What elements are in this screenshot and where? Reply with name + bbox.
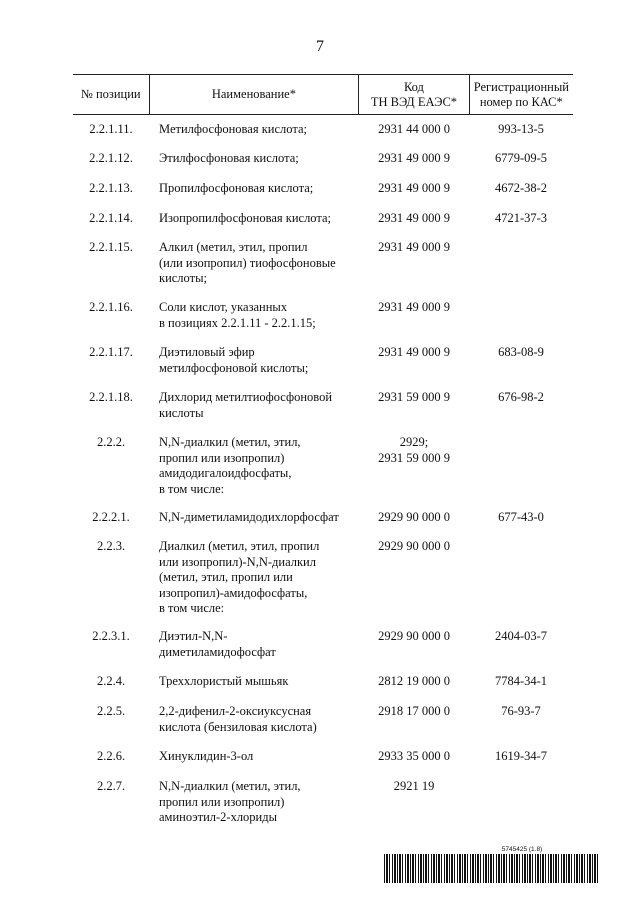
row-code: 2812 19 000 0 (378, 674, 450, 688)
document-barcode (384, 846, 600, 883)
chemicals-table (73, 74, 573, 824)
row-cas: 4672-38-2 (494, 181, 548, 195)
table-row (73, 345, 573, 376)
row-name: Этилфосфоновая кислота; (159, 151, 299, 165)
row-name: Метилфосфоновая кислота; (159, 122, 307, 136)
row-code: 2918 17 000 0 (378, 704, 450, 718)
table-row (73, 539, 573, 617)
table-row (73, 122, 573, 138)
row-name: Треххлористый мышьяк (159, 674, 289, 688)
row-name: Изопропилфосфоновая кислота; (159, 211, 332, 225)
row-code: 2921 19 (393, 779, 435, 793)
row-code: 2931 49 000 9 (378, 181, 450, 195)
row-code: 2929; 2931 59 000 9 (378, 435, 450, 465)
row-cas (469, 539, 573, 617)
row-cas (469, 779, 573, 826)
table-row (73, 704, 573, 735)
row-code: 2931 49 000 9 (378, 345, 450, 359)
row-name: Дихлорид метилтиофосфоновой кислоты (159, 390, 333, 420)
row-code: 2929 90 000 0 (378, 539, 450, 553)
row-name: Хинуклидин-3-ол (159, 749, 254, 763)
row-code: 2933 35 000 0 (378, 749, 450, 763)
row-position: 2.2.1.17. (89, 345, 133, 359)
table-row (73, 779, 573, 826)
row-name: Диэтиловый эфир метилфосфоновой кислоты; (159, 345, 309, 375)
row-cas: 1619-34-7 (494, 749, 548, 763)
row-position: 2.2.1.11. (89, 122, 133, 136)
row-position: 2.2.2. (96, 435, 126, 449)
header-name: Наименование* (150, 75, 360, 114)
table-row (73, 151, 573, 167)
row-name: Диалкил (метил, этил, пропил или изопропил)-N,N-диалкил (метил, этил, пропил или изопропил)-амидофосфаты, в том числе: (159, 539, 320, 615)
row-position: 2.2.1.13. (89, 181, 133, 195)
row-cas: 7784-34-1 (494, 674, 548, 688)
row-code: 2931 44 000 0 (378, 122, 450, 136)
table-row (73, 390, 573, 421)
row-name: N,N-диметиламидодихлорфосфат (159, 510, 339, 524)
barcode-label: 5745425 (1.8) (501, 846, 543, 853)
table-header (73, 74, 573, 115)
page-number: 7 (316, 38, 324, 55)
row-cas (469, 435, 573, 497)
row-code: 2931 59 000 9 (378, 390, 450, 404)
row-position: 2.2.1.12. (89, 151, 133, 165)
table-row (73, 211, 573, 227)
row-code: 2931 49 000 9 (378, 151, 450, 165)
row-code: 2931 49 000 9 (378, 211, 450, 225)
row-name: Диэтил-N,N- диметиламидофосфат (159, 629, 276, 659)
row-code: 2931 49 000 9 (378, 300, 450, 314)
row-position: 2.2.3. (96, 539, 126, 553)
row-code: 2929 90 000 0 (378, 629, 450, 643)
row-cas: 676-98-2 (498, 390, 544, 404)
row-position: 2.2.6. (96, 749, 126, 763)
row-position: 2.2.4. (96, 674, 126, 688)
row-position: 2.2.1.16. (89, 300, 133, 314)
row-cas: 993-13-5 (498, 122, 544, 136)
row-name: N,N-диалкил (метил, этил, пропил или изопропил) амидодигалоидфосфаты, в том числе: (159, 435, 301, 496)
row-cas (469, 240, 573, 287)
row-position: 2.2.1.18. (89, 390, 133, 404)
row-cas: 683-08-9 (498, 345, 544, 359)
row-position: 2.2.5. (96, 704, 126, 718)
row-position: 2.2.1.15. (89, 240, 133, 254)
table-row (73, 300, 573, 331)
header-cas: Регистрационный номер по КАС* (473, 79, 569, 109)
table-row (73, 181, 573, 197)
row-cas (469, 300, 573, 331)
table-row (73, 240, 573, 287)
table-row (73, 674, 573, 690)
row-cas: 2404-03-7 (494, 629, 548, 643)
row-cas: 677-43-0 (498, 510, 544, 524)
row-position: 2.2.3.1. (92, 629, 130, 643)
row-name: Пропилфосфоновая кислота; (159, 181, 314, 195)
row-cas: 6779-09-5 (494, 151, 548, 165)
row-cas: 4721-37-3 (494, 211, 548, 225)
table-row (73, 510, 573, 526)
row-position: 2.2.1.14. (89, 211, 133, 225)
row-cas: 76-93-7 (501, 704, 541, 718)
row-name: Соли кислот, указанных в позициях 2.2.1.11 - 2.2.1.15; (159, 300, 316, 330)
table-row (73, 629, 573, 660)
row-code: 2929 90 000 0 (378, 510, 450, 524)
header-position: № позиции (73, 75, 150, 114)
row-name: N,N-диалкил (метил, этил, пропил или изопропил) аминоэтил-2-хлориды (159, 779, 301, 824)
row-position: 2.2.7. (96, 779, 126, 793)
row-name: Алкил (метил, этил, пропил (или изопропил) тиофосфоновые кислоты; (159, 240, 336, 285)
table-row (73, 435, 573, 497)
table-row (73, 749, 573, 765)
row-name: 2,2-дифенил-2-оксиуксусная кислота (бензиловая кислота) (159, 704, 317, 734)
header-code: Код ТН ВЭД ЕАЭС* (359, 75, 469, 114)
barcode-icon (384, 854, 600, 883)
row-code: 2931 49 000 9 (378, 240, 450, 254)
row-position: 2.2.2.1. (92, 510, 130, 524)
